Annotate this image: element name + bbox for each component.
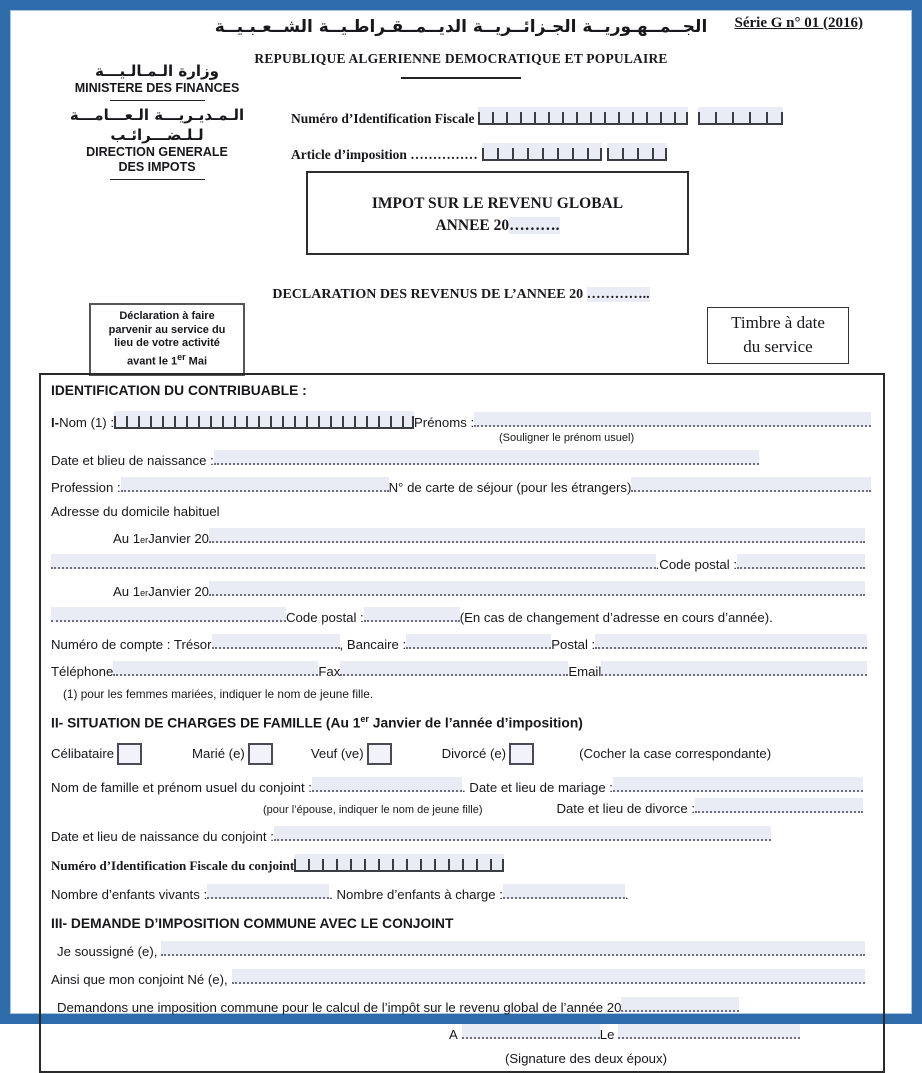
- enfants-dot: .: [624, 886, 629, 902]
- sejour-label: N° de carte de séjour (pour les étrangers): [388, 480, 632, 495]
- tresor-field[interactable]: [212, 634, 340, 649]
- fax-field[interactable]: [340, 661, 568, 676]
- divorce-date-field[interactable]: [695, 798, 863, 813]
- naissance-field[interactable]: [214, 450, 759, 465]
- adresse-label: Adresse du domicile habituel: [51, 504, 220, 519]
- compte-row: [51, 634, 871, 652]
- irg-title-box: [306, 171, 689, 255]
- nom-row: [51, 411, 871, 430]
- conjoint-nom-field[interactable]: [312, 777, 462, 792]
- checkbox-marie[interactable]: [248, 743, 273, 765]
- conjoint-ne-label: Ainsi que mon conjoint Né (e),: [51, 971, 228, 987]
- notice-line2: parvenir au service du: [108, 323, 226, 336]
- nif-label: Numéro d’Identification Fiscale: [291, 111, 475, 126]
- footnote-text: (1) pour les femmes mariées, indiquer le nom de jeune fille.: [63, 687, 374, 701]
- email-field[interactable]: [601, 661, 867, 676]
- nif-comb-ext[interactable]: [698, 107, 783, 125]
- section1-title: IDENTIFICATION DU CONTRIBUABLE :: [51, 383, 307, 398]
- profession-label: Profession :: [51, 480, 121, 495]
- adresse2-cont-row: [51, 607, 871, 625]
- adresse2-cont-field[interactable]: [51, 607, 286, 622]
- nom-label: Nom (1) :: [59, 415, 115, 430]
- soussigne-label: Je soussigné (e),: [57, 943, 158, 959]
- conjoint-nom-row: [51, 777, 871, 795]
- conjoint-naissance-field[interactable]: [274, 826, 771, 841]
- le-label: Le: [599, 1026, 615, 1042]
- enfants-row: [51, 884, 871, 902]
- declaration-year-field[interactable]: …………..: [586, 287, 650, 302]
- naissance-label: Date et blieu de naissance :: [51, 453, 214, 468]
- status-group-divorce: [442, 743, 534, 765]
- ministry-arabic-dg: الـمـديـريـــة الـعـــامـــة: [69, 106, 245, 124]
- adresse1-field[interactable]: [209, 528, 865, 543]
- date-field[interactable]: [618, 1024, 800, 1039]
- status-group-celibataire: [51, 743, 142, 765]
- notice-line3: lieu de votre activité: [114, 337, 220, 349]
- telephone-label: Téléphone: [51, 664, 114, 679]
- notice-line4: [93, 351, 241, 369]
- divorce-label: Divorcé (e): [441, 746, 507, 762]
- souligner-row: [51, 432, 871, 444]
- janvier2-sup: er: [140, 588, 149, 598]
- divorce-date-label: Date et lieu de divorce :: [556, 800, 695, 816]
- identification-box: [39, 373, 885, 1073]
- footnote-row: [51, 687, 871, 701]
- stamp-box: [707, 307, 849, 364]
- demandons-annee-field[interactable]: [621, 997, 739, 1012]
- janvier1-row: [51, 528, 871, 546]
- conjoint-naissance-label: Date et lieu de naissance du conjoint :: [51, 828, 274, 844]
- janvier1-sup: er: [140, 535, 149, 545]
- stamp-line1: Timbre à date: [731, 313, 825, 332]
- arabic-republic-title: الجــمــهـوريــة الجـزائــريــة الديــمــقـراطـيــة الشــعـبـيــة: [214, 17, 708, 37]
- ministry-block: [59, 61, 255, 184]
- lieu-field[interactable]: [462, 1024, 600, 1039]
- section2-title-sup: er: [360, 714, 369, 724]
- profession-row: [51, 477, 871, 495]
- article-row: [291, 143, 667, 163]
- janvier2-post: Janvier 20: [148, 584, 210, 599]
- checkbox-divorce[interactable]: [509, 743, 534, 765]
- prenoms-field[interactable]: [474, 412, 871, 427]
- conjoint-naissance-row: [51, 826, 871, 844]
- conjoint-nif-label: Numéro d’Identification Fiscale du conjoint: [51, 857, 295, 873]
- janvier2-pre: Au 1: [113, 584, 141, 599]
- sejour-field[interactable]: [631, 477, 871, 492]
- enfants-charge-field[interactable]: [503, 884, 625, 899]
- conjoint-ne-field[interactable]: [232, 969, 865, 984]
- conjoint-ne-row: [51, 969, 871, 987]
- veuf-label: Veuf (ve): [310, 746, 364, 762]
- epouse-note: (pour l’épouse, indiquer le nom de jeune fille): [263, 803, 483, 816]
- prenoms-label: Prénoms :: [414, 415, 475, 430]
- ministry-divider-1: [110, 100, 205, 101]
- soussigne-row: [51, 941, 871, 959]
- notice-line4-pre: avant le 1: [126, 355, 178, 368]
- article-label: Article d’imposition ……………: [291, 147, 478, 162]
- email-label: Email: [568, 664, 602, 679]
- marie-label: Marié (e): [192, 746, 245, 762]
- profession-field[interactable]: [121, 477, 389, 492]
- ministry-dgi-line2: DES IMPOTS: [118, 160, 196, 174]
- epouse-divorce-row: [51, 798, 871, 816]
- naissance-row: [51, 450, 871, 468]
- marital-status-row: [51, 743, 871, 765]
- signature-row: [51, 1051, 871, 1066]
- ministry-arabic-finance: وزارة الـمـالـيـــة: [95, 62, 219, 80]
- irg-annee-label: ANNEE 20: [435, 217, 510, 234]
- series-number: Série G n° 01 (2016): [734, 15, 863, 31]
- a-label: A: [449, 1026, 458, 1042]
- status-group-veuf: [311, 743, 392, 765]
- adresse1-cont-field[interactable]: [51, 554, 656, 569]
- cocher-note: (Cocher la case correspondante): [579, 746, 772, 762]
- lieu-date-row: [51, 1024, 871, 1042]
- telephone-field[interactable]: [113, 661, 318, 676]
- janvier1-post: Janvier 20: [148, 531, 210, 546]
- celibataire-label: Célibataire: [51, 746, 115, 762]
- codepostal1-field[interactable]: [737, 554, 865, 569]
- codepostal1-label: .Code postal :: [655, 557, 737, 572]
- notice-box: [89, 303, 245, 376]
- conjoint-nif-comb[interactable]: [294, 854, 504, 872]
- soussigne-field[interactable]: [161, 941, 865, 956]
- demandons-label: Demandons une imposition commune pour le calcul de l’impôt sur le revenu global de l’année 20: [57, 999, 622, 1015]
- enfants-charge-label: . Nombre d’enfants à charge :: [329, 886, 503, 902]
- adresse-row: [51, 504, 871, 519]
- nom-roman: I-: [51, 415, 60, 430]
- codepostal2-label: Code postal :: [286, 610, 364, 625]
- section2-title-pre: II- SITUATION DE CHARGES DE FAMILLE (Au 1: [51, 715, 361, 731]
- section3-title: III- DEMANDE D’IMPOSITION COMMUNE AVEC LE CONJOINT: [51, 915, 454, 931]
- postal-field[interactable]: [595, 634, 867, 649]
- fax-label: Fax: [318, 664, 341, 679]
- irg-title-line1: IMPOT SUR LE REVENU GLOBAL: [371, 195, 624, 212]
- checkbox-celibataire[interactable]: [117, 743, 142, 765]
- telephone-row: [51, 661, 871, 679]
- section2-title-post: Janvier de l’année d’imposition): [368, 715, 583, 731]
- declaration-label: DECLARATION DES REVENUS DE L’ANNEE 20: [272, 287, 587, 302]
- nom-comb[interactable]: [114, 411, 414, 429]
- enfants-vivants-field[interactable]: [207, 884, 329, 899]
- status-group-marie: [192, 743, 273, 765]
- article-comb-b[interactable]: [607, 143, 667, 161]
- article-comb-a[interactable]: [482, 143, 602, 161]
- stamp-line2: du service: [743, 337, 813, 356]
- nif-row: [291, 107, 783, 127]
- form-inner: [10, 10, 912, 1066]
- mariage-field[interactable]: [613, 777, 863, 792]
- souligner-note: (Souligner le prénom usuel): [499, 432, 635, 444]
- ministry-arabic-impots: لـلـضـــرائـب: [110, 126, 204, 144]
- enfants-vivants-label: Nombre d’enfants vivants :: [51, 886, 208, 902]
- irg-title-line2: [308, 215, 687, 237]
- adresse2-field[interactable]: [209, 581, 865, 596]
- janvier2-row: [51, 581, 871, 599]
- conjoint-nom-label: Nom de famille et prénom usuel du conjoint :: [51, 779, 312, 795]
- header-divider: [401, 77, 521, 79]
- postal-label: Postal :: [551, 637, 596, 652]
- changement-note: (En cas de changement d’adresse en cours d’année).: [459, 610, 773, 625]
- janvier1-pre: Au 1: [113, 531, 141, 546]
- checkbox-veuf[interactable]: [367, 743, 392, 765]
- notice-line1: Déclaration à faire: [119, 310, 215, 322]
- conjoint-nif-row: [51, 854, 871, 874]
- declaration-title: [11, 287, 911, 303]
- adresse1-cont-row: [51, 554, 871, 572]
- ministry-divider-2: [110, 179, 205, 180]
- signature-note: (Signature des deux époux): [504, 1050, 668, 1066]
- compte-label: Numéro de compte : Trésor: [51, 637, 212, 652]
- notice-line4-post: Mai: [185, 355, 208, 368]
- section2-title: [51, 714, 871, 731]
- ministry-dgi-line1: DIRECTION GENERALE: [86, 145, 228, 159]
- codepostal2-field[interactable]: [364, 607, 460, 622]
- nif-comb-main[interactable]: [478, 107, 688, 125]
- bancaire-label: , Bancaire :: [339, 637, 407, 652]
- bancaire-field[interactable]: [406, 634, 551, 649]
- irg-annee-field[interactable]: ……….: [509, 217, 560, 234]
- demandons-row: [51, 997, 871, 1015]
- republic-title: REPUBLIQUE ALGERIENNE DEMOCRATIQUE ET POPULAIRE: [254, 51, 668, 66]
- ministry-finance: MINISTERE DES FINANCES: [74, 81, 240, 95]
- mariage-label: . Date et lieu de mariage :: [461, 779, 613, 795]
- notice-line4-sup: er: [177, 351, 186, 362]
